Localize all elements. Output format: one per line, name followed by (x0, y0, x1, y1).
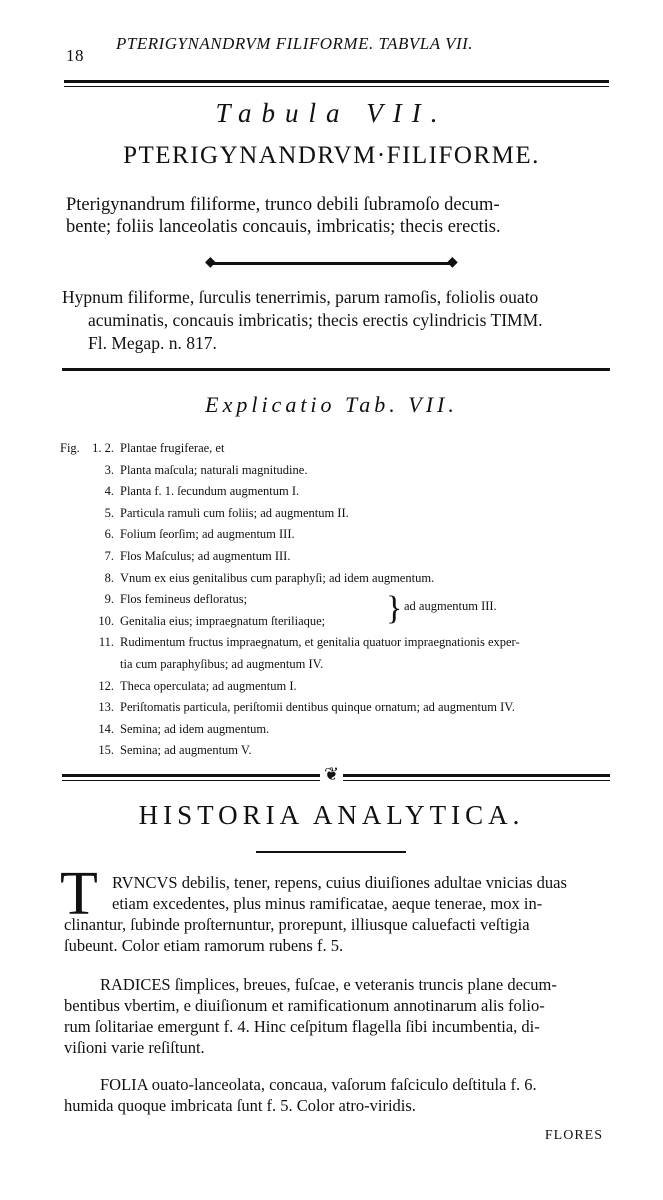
diagnosis-line: bente; foliis lanceolatis concauis, imbricatis; thecis erectis. (66, 217, 501, 237)
brace-glyph: } (386, 590, 403, 628)
figure-entry: 10. Genitalia eius; impraegnatum ſteriliaque; (98, 613, 326, 628)
ornament-diamond-icon: ◆ (447, 255, 458, 270)
short-rule (256, 851, 406, 853)
synonym-line: Hypnum filiforme, ſurculis tenerrimis, parum ramoſis, foliolis ouato (62, 287, 539, 307)
figure-entry: 3. Planta maſcula; naturali magnitudine. (104, 462, 308, 477)
brace-text: ad augmentum III. (404, 599, 497, 614)
figure-entry: 12. Theca operculata; ad augmentum I. (98, 678, 297, 693)
para-line: ſubeunt. Color etiam ramorum rubens f. 5. (64, 936, 344, 955)
header-rule-thin (64, 86, 609, 87)
ornament-diamond-icon: ◆ (205, 255, 216, 270)
para-line: FOLIA ouato-lanceolata, concaua, vaſorum faſciculo deſtitula f. 6. (100, 1075, 537, 1094)
ornament-rule (210, 262, 455, 265)
figure-entry: 14. Semina; ad idem augmentum. (98, 721, 270, 736)
para-line: clinantur, ſubinde proſternuntur, prorepunt, illiusque caluefacti veſtigia (64, 915, 530, 934)
header-rule (64, 80, 609, 83)
figure-entry: 1. 2. Plantae frugiferae, et (92, 441, 225, 455)
running-title: PTERIGYNANDRVM FILIFORME. TABVLA VII. (116, 34, 474, 53)
figure-entry: 15. Semina; ad augmentum V. (98, 743, 252, 758)
fig-label: Fig. (60, 441, 80, 455)
diagnosis-line: Pterigynandrum filiforme, trunco debili ſubramoſo decum- (66, 195, 500, 215)
para-line: etiam excedentes, plus minus ramificatae, aeque tenerae, mox in- (112, 894, 543, 913)
figure-entry: 11. Rudimentum fructus impraegnatum, et genitalia quatuor impraegnationis exper- (98, 635, 520, 650)
figure-entry: 8. Vnum ex eius genitalibus cum paraphyſi; ad idem augmentum. (104, 570, 435, 585)
historia-heading: HISTORIA ANALYTICA. (138, 800, 525, 830)
drop-cap: T (60, 860, 98, 928)
species-name: PTERIGYNANDRVM·FILIFORME. (123, 142, 540, 169)
para-line: rum ſolitariae emergunt f. 4. Hinc ceſpitum flagella ſibi incumbentia, di- (64, 1017, 540, 1036)
synonym-line: acuminatis, concauis imbricatis; thecis erectis cylindricis TIMM. (88, 310, 543, 330)
explicatio-heading: Explicatio Tab. VII. (205, 392, 458, 417)
figure-entry: 13. Periſtomatis particula, periſtomii dentibus quinque ornatum; ad augmentum IV. (98, 700, 515, 715)
para-line: RADICES ſimplices, breues, fuſcae, e veteranis truncis plane decum- (100, 975, 557, 994)
figure-entry: 4. Planta f. 1. ſecundum augmentum I. (104, 484, 300, 499)
catchword: FLORES (544, 1128, 603, 1143)
figure-entry: tia cum paraphyſibus; ad augmentum IV. (120, 656, 324, 671)
para-line: RVNCVS debilis, tener, repens, cuius diuiſiones adultae vnicias duas (112, 873, 567, 892)
figure-entry: 6. Folium ſeorſim; ad augmentum III. (104, 527, 295, 542)
para-line: bentibus vbertim, e diuiſionum et ramificationum annotinarum alis folio- (64, 996, 545, 1015)
figure-entry: 9. Flos femineus defloratus; (104, 592, 248, 607)
figure-entry: 7. Flos Maſculus; ad augmentum III. (104, 548, 291, 563)
ornament-icon: ❦ (320, 764, 343, 785)
figure-list (60, 438, 608, 762)
tabula-title: Tabula VII. (215, 98, 448, 128)
para-line: humida quoque imbricata ſunt f. 5. Color atro-viridis. (64, 1096, 416, 1115)
page-number: 18 (66, 46, 84, 65)
section-rule (62, 368, 610, 371)
para-line: viſioni varie reſiſtunt. (64, 1038, 205, 1057)
figure-entry: 5. Particula ramuli cum foliis; ad augmentum II. (104, 505, 349, 520)
synonym-line: Fl. Megap. n. 817. (88, 333, 217, 353)
braced-figure-group (84, 589, 608, 632)
